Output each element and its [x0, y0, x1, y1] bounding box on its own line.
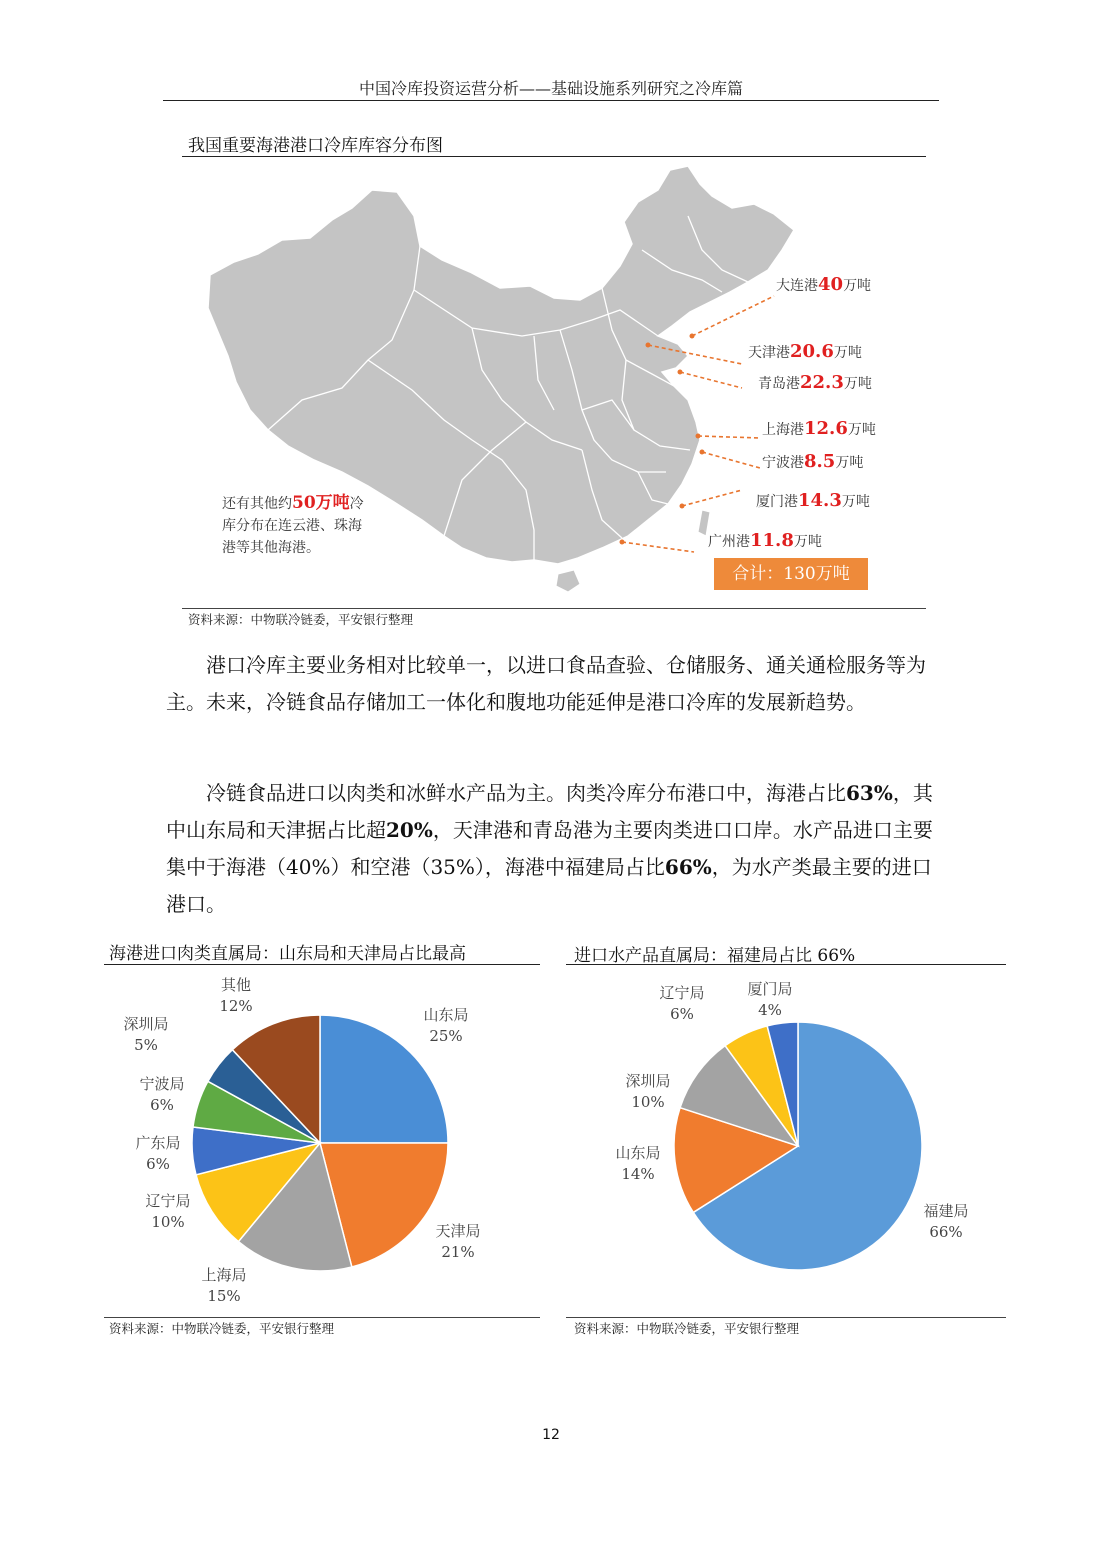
- port-unit: 万吨: [843, 376, 872, 392]
- port-name: 大连港: [776, 278, 818, 294]
- pie-category-label: 天津局: [435, 1222, 481, 1240]
- pie-value-label: 6%: [150, 1096, 174, 1114]
- pie1-chart: [104, 968, 540, 1314]
- pie1-title-rule: [104, 964, 540, 965]
- pie-category-label: 宁波局: [139, 1075, 185, 1093]
- page-number: 12: [542, 1427, 560, 1443]
- map-note: [222, 492, 402, 559]
- pie2-title-rule: [566, 964, 1006, 965]
- map-title-rule: [182, 156, 926, 157]
- port-label: [708, 530, 822, 551]
- port-label: [762, 451, 863, 472]
- port-value: 22.3: [800, 372, 844, 393]
- port-name: 厦门港: [756, 494, 798, 510]
- map-note-line2: 库分布在连云港、珠海: [222, 518, 362, 534]
- pie-value-label: 21%: [441, 1243, 475, 1261]
- header-rule: [163, 100, 939, 101]
- pie-category-label: 山东局: [423, 1006, 469, 1024]
- p2-s3: ，天津港和青岛港为主要肉类进口口岸。水产品进口主要集中于海港（40%）和空港（35%），海港中福建局占比: [166, 818, 933, 879]
- p2-s1: 冷链食品进口以肉类和冰鲜水产品为主。肉类冷库分布港口中，海港占比: [206, 781, 846, 805]
- pie-category-label: 其他: [220, 976, 252, 994]
- p2-s2: ，其中山东局和天津据占比超: [166, 781, 933, 842]
- port-unit: 万吨: [841, 494, 870, 510]
- port-name: 上海港: [762, 422, 804, 438]
- port-label: [758, 372, 872, 393]
- port-label: [762, 418, 876, 439]
- p2-b3: 66%: [664, 855, 712, 879]
- port-value: 20.6: [790, 341, 834, 362]
- port-label: [756, 490, 870, 511]
- pie-category-label: 山东局: [615, 1144, 661, 1162]
- map-source-rule: [182, 608, 926, 609]
- paragraph-2: [166, 775, 938, 923]
- map-figure-title: 我国重要海港港口冷库库容分布图: [188, 136, 443, 156]
- port-value: 14.3: [798, 490, 842, 511]
- p2-b1: 63%: [846, 781, 893, 805]
- map-note-line1: [222, 492, 402, 515]
- pie1-title: 海港进口肉类直属局：山东局和天津局占比最高: [109, 944, 466, 964]
- pie-value-label: 66%: [929, 1223, 963, 1241]
- pie-value-label: 14%: [621, 1165, 655, 1183]
- port-unit: 万吨: [835, 455, 864, 471]
- pie2-title: 进口水产品直属局：福建局占比 66%: [574, 946, 856, 966]
- port-name: 广州港: [708, 534, 750, 550]
- p2-s4: ，为水产类最主要的进口港口。: [166, 855, 932, 916]
- pie1-source-rule: [104, 1317, 540, 1318]
- pie-value-label: 12%: [219, 997, 253, 1015]
- port-name: 青岛港: [758, 376, 800, 392]
- pie-category-label: 广东局: [135, 1134, 181, 1152]
- port-label: [748, 341, 862, 362]
- pie-value-label: 5%: [134, 1036, 158, 1054]
- port-label: [776, 274, 871, 295]
- port-unit: 万吨: [843, 278, 872, 294]
- map-note-highlight: 50万吨: [292, 493, 350, 513]
- port-value: 12.6: [804, 418, 848, 439]
- pie2-source: 资料来源：中物联冷链委，平安银行整理: [574, 1321, 800, 1336]
- pie-category-label: 深圳局: [123, 1015, 169, 1033]
- p2-b2: 20%: [386, 818, 433, 842]
- pie-category-label: 辽宁局: [145, 1192, 191, 1210]
- pie-category-label: 福建局: [923, 1202, 969, 1220]
- map-note-pre: 还有其他约: [222, 496, 292, 512]
- pie-value-label: 10%: [151, 1213, 185, 1231]
- pie-value-label: 6%: [146, 1155, 170, 1173]
- pie-value-label: 25%: [429, 1027, 463, 1045]
- pie-category-label: 厦门局: [747, 980, 793, 998]
- header-title: 中国冷库投资运营分析——基础设施系列研究之冷库篇: [358, 79, 743, 98]
- total-box: 合计：130万吨: [714, 558, 868, 590]
- port-value: 40: [818, 274, 844, 295]
- port-name: 天津港: [748, 345, 790, 361]
- pie1-source: 资料来源：中物联冷链委，平安银行整理: [109, 1321, 335, 1336]
- pie-category-label: 辽宁局: [659, 984, 705, 1002]
- port-unit: 万吨: [847, 422, 876, 438]
- pie-category-label: 深圳局: [625, 1072, 671, 1090]
- port-unit: 万吨: [793, 534, 822, 550]
- map-note-post: 冷: [349, 496, 364, 512]
- pie-value-label: 4%: [758, 1001, 782, 1019]
- pie-value-label: 10%: [631, 1093, 665, 1111]
- pie-value-label: 15%: [207, 1287, 241, 1305]
- port-value: 8.5: [804, 451, 836, 472]
- paragraph-1: 港口冷库主要业务相对比较单一，以进口食品查验、仓储服务、通关通检服务等为主。未来，冷链食品存储加工一体化和腹地功能延伸是港口冷库的发展新趋势。: [166, 653, 926, 714]
- pie-category-label: 上海局: [201, 1266, 247, 1284]
- map-note-line3: 港等其他海港。: [222, 540, 320, 556]
- port-unit: 万吨: [833, 345, 862, 361]
- pie-value-label: 6%: [670, 1005, 694, 1023]
- pie2-source-rule: [566, 1317, 1006, 1318]
- map-source: 资料来源：中物联冷链委，平安银行整理: [188, 612, 414, 627]
- port-value: 11.8: [750, 530, 794, 551]
- port-name: 宁波港: [762, 455, 804, 471]
- pie2-chart: [566, 968, 1006, 1314]
